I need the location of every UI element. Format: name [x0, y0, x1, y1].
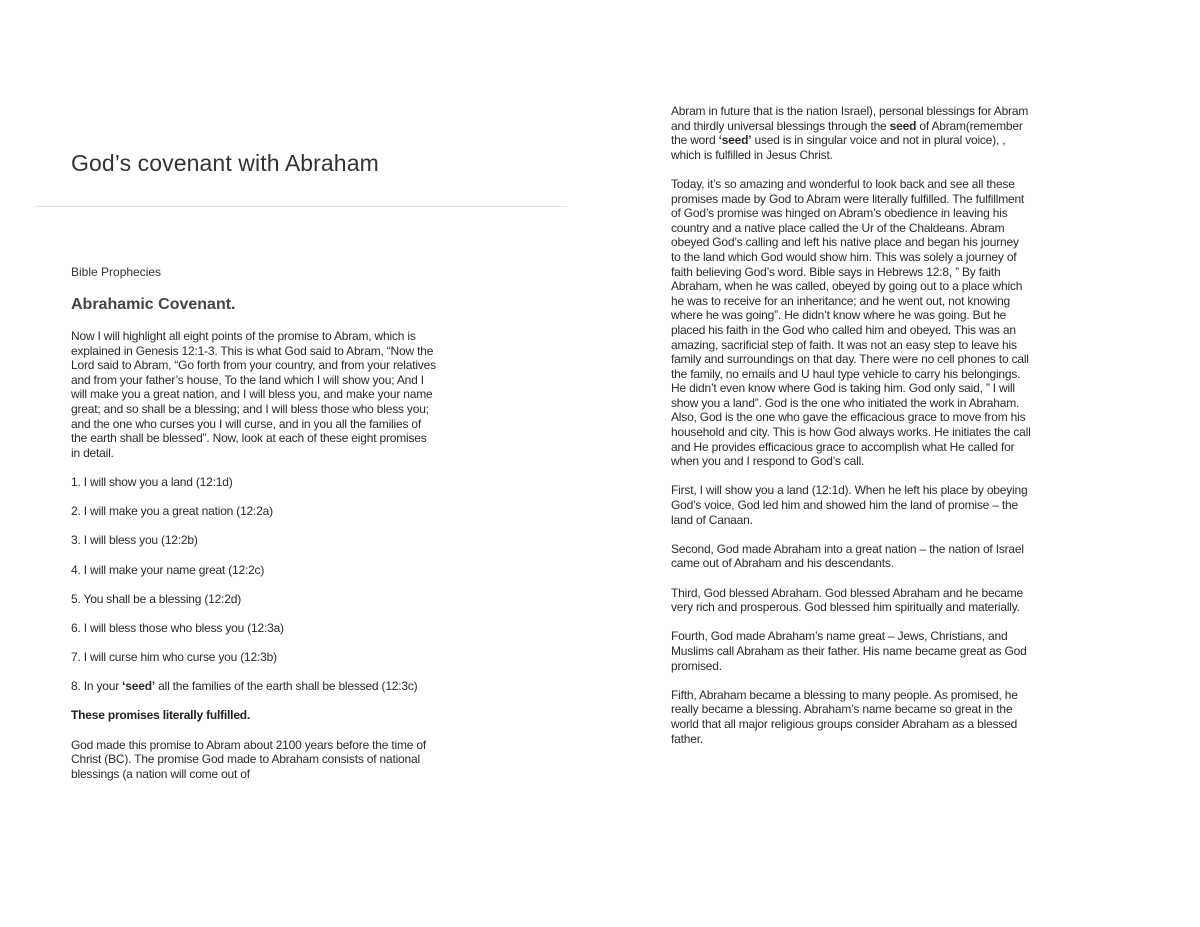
promise-8-after: all the families of the earth shall be blessed (12:3c): [155, 679, 418, 694]
first-paragraph: First, I will show you a land (12:1d). When he left his place by obeying God’s voice, God led him and showed him the land of promise – the land of Canaan.: [671, 483, 1028, 527]
left-body: [71, 329, 436, 796]
section-heading: Abrahamic Covenant.: [71, 296, 236, 313]
fulfilled-paragraph: God made this promise to Abram about 2100 years before the time of Christ (BC). The promise God made to Abraham consists of national blessings (a nation will come out of: [71, 737, 427, 781]
continuation-seed: seed: [889, 118, 917, 133]
today-paragraph: Today, it’s so amazing and wonderful to look back and see all these promises made by God to Abram were literally fulfilled. The fulfillment of God’s promise was hinged on Abram’s obedience in leaving his country and a native place called the Ur of the Chaldeans. Abram obeyed God’s calling and left his native place and began his journey to the land which God would show him. This was solely a journey of faith believing God’s word. Bible says in Hebrews 12:8, ” By faith Abraham, when he was called, obeyed by going out to a place which he was to receive for an inheritance; and he went out, not knowing where he was going”. He didn’t know where he was going. But he placed his faith in the God who called him and obeyed. This was an amazing, sacrificial step of faith. It was not an easy step to leave his family and surroundings on that day. There were no cell phones to call the family, no emails and U haul type vehicle to carry his belongings. He didn’t even know where God is taking him. God only said, ” I will show you a land”. God is the one who initiated the work in Abraham. Also, God is the one who gave the efficacious grace to move from his household and city. This is how God always works. He initiates the call and He provides efficacious grace to accomplish what He called for when you and I respond to God’s call.: [671, 176, 1031, 469]
continuation-part1: Abram in future that is the nation Israel), personal blessings for Abram and thirdly universal blessings through the: [671, 104, 1029, 133]
page-title: God’s covenant with Abraham: [71, 150, 379, 176]
promise-1: 1. I will show you a land (12:1d): [71, 474, 233, 489]
intro-paragraph: Now I will highlight all eight points of the promise to Abram, which is explained in Genesis 12:1-3. This is what God said to Abram, “Now the Lord said to Abram, “Go forth from your country, and from your relatives and from your father’s house, To the land which I will show you; And I will make you a great nation, and I will bless you, and make your name great; and so shall be a blessing; and I will bless those who bless you; and the one who curses you I will curse, and in you all the families of the earth shall be blessed”. Now, look at each of these eight promises in detail.: [71, 329, 436, 460]
promise-2: 2. I will make you a great nation (12:2a): [71, 504, 273, 519]
fifth-paragraph: Fifth, Abraham became a blessing to many people. As promised, he really became a blessing. Abraham’s name became so great in the world that all major religious groups consider Abraham as a blessed father.: [671, 687, 1018, 746]
promise-8: [71, 679, 436, 694]
promise-6: 6. I will bless those who bless you (12:3a): [71, 620, 284, 635]
second-paragraph: Second, God made Abraham into a great nation – the nation of Israel came out of Abraham and his descendants.: [671, 541, 1024, 571]
promise-3: 3. I will bless you (12:2b): [71, 533, 198, 548]
right-page: [600, 0, 1200, 927]
fourth-paragraph: Fourth, God made Abraham’s name great – Jews, Christians, and Muslims call Abraham as their father. His name became great as God promised.: [671, 629, 1027, 673]
category-label: Bible Prophecies: [71, 265, 162, 279]
continuation-part3: used is in singular voice and not in plural voice), , which is fulfilled in Jesus Christ.: [671, 133, 1006, 162]
continuation-paragraph: [671, 104, 1031, 162]
third-paragraph: Third, God blessed Abraham. God blessed Abraham and he became very rich and prosperous. God blessed him spiritually and materially.: [671, 585, 1024, 615]
title-divider: [35, 206, 567, 207]
continuation-part2: of Abram(remember the word: [671, 118, 1023, 148]
promise-4: 4. I will make your name great (12:2c): [71, 562, 265, 577]
promise-8-before: 8. In your: [71, 679, 123, 694]
promise-5: 5. You shall be a blessing (12:2d): [71, 591, 241, 606]
continuation-seed-quoted: ‘seed’: [718, 133, 752, 148]
promise-8-seed: ‘seed’: [122, 679, 155, 694]
right-body: [671, 104, 1031, 761]
promise-7: 7. I will curse him who curse you (12:3b): [71, 650, 277, 665]
fulfilled-heading: These promises literally fulfilled.: [71, 708, 251, 723]
